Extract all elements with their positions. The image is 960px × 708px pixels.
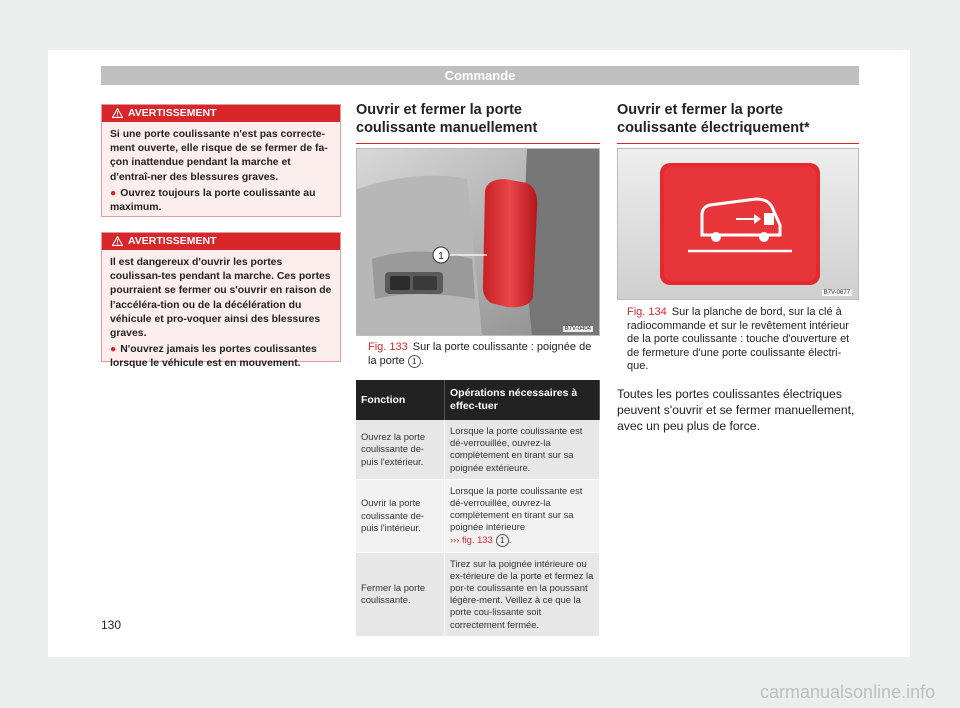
table-cell-function: Ouvrez la porte coulissante de-puis l'extérieur.	[356, 420, 445, 479]
door-handle-illustration	[357, 149, 599, 335]
table-header-function: Fonction	[356, 380, 445, 420]
operations-table	[356, 380, 600, 637]
warning-header	[102, 233, 340, 250]
bullet-icon: ●	[110, 187, 117, 199]
table-row	[356, 420, 600, 479]
warning-bullet: Ouvrez toujours la porte coulissante au maximum.	[110, 187, 316, 214]
table-cell-operation: Lorsque la porte coulissante est dé-verrouillée, ouvrez-la complètement en tirant sur sa poignée intérieure ››› fig. 133 1 .	[445, 479, 600, 552]
figure-link[interactable]: ››› fig. 133	[450, 533, 493, 545]
figure-code: B7V-0404	[564, 326, 591, 332]
table-cell-operation: Lorsque la porte coulissante est dé-verrouillée, ouvrez-la complètement en tirant sur sa poignée extérieure.	[445, 420, 600, 479]
figure-callout-1: 1	[438, 251, 444, 262]
warning-bullet: N'ouvrez jamais les portes coulissantes lorsque le véhicule est en mouvement.	[110, 344, 317, 370]
figure-number: Fig. 134	[627, 306, 667, 318]
warning-text: Si une porte coulissante n'est pas correcte-ment ouverte, elle risque de se fermer de fa-çon inattendue pendant la marche et d'entraî-ner des blessures graves.	[110, 129, 328, 183]
figure-sliding-door-button	[617, 148, 859, 300]
page-number: 130	[101, 618, 122, 632]
warning-box-2	[101, 232, 341, 370]
body-paragraph: Toutes les portes coulissantes électriques peuvent s'ouvrir et se fermer manuellement, avec un peu plus de force.	[617, 387, 855, 433]
table-cell-function: Ouvrir la porte coulissante de-puis l'intérieur.	[356, 479, 445, 552]
table-cell-operation: Tirez sur la poignée intérieure ou ex-térieure de la porte et fermez la por-te coulissante en la poussant légère-ment. Veillez à ce que la porte cou-lissante soit correctement fermée.	[445, 552, 600, 636]
warning-triangle-icon	[112, 236, 123, 246]
figure-caption-text: Sur la porte coulissante : poignée de la porte	[368, 341, 592, 367]
figure-code: B7V-0677	[823, 290, 850, 296]
table-row	[356, 552, 600, 636]
sliding-door-button-illustration	[618, 149, 858, 299]
warning-title: AVERTISSEMENT	[128, 235, 217, 247]
watermark: carmanualsonline.info	[760, 682, 936, 702]
warning-triangle-icon	[112, 108, 123, 118]
table-row	[356, 479, 600, 552]
bullet-icon: ●	[110, 344, 117, 356]
figure-caption-text: Sur la planche de bord, sur la clé à radiocommande et sur le revêtement intérieur de la porte coulissante : touche d'ouverture et de fermeture d'une porte coulissante électri-que.	[627, 306, 850, 372]
warning-header	[102, 105, 340, 122]
figure-door-handle	[356, 148, 600, 336]
warning-text: Il est dangereux d'ouvrir les portes coulissan-tes pendant la marche. Ces portes pourraient se fermer ou s'ouvrir en raison de l'accéléra-tion ou de la décélération du véhicule et pro-voquer ainsi des blessures graves.	[110, 257, 332, 340]
figure-caption-133: Fig. 133 Sur la porte coulissante : poignée de la porte 1 .	[368, 341, 592, 367]
figure-caption-134	[627, 306, 859, 374]
section-title-electric: Ouvrir et fermer la porte coulissante électriquement*	[617, 101, 859, 144]
section-title-manual: Ouvrir et fermer la porte coulissante manuellement	[356, 101, 600, 144]
warning-title: AVERTISSEMENT	[128, 107, 217, 119]
table-cell-function: Fermer la porte coulissante.	[356, 552, 445, 636]
table-header-operation: Opérations nécessaires à effec-tuer	[445, 380, 600, 420]
callout-ref: 1	[408, 355, 421, 368]
figure-number: Fig. 133	[368, 341, 408, 353]
callout-ref: 1	[496, 534, 509, 547]
chapter-header: Commande	[101, 66, 859, 85]
warning-box-1	[101, 104, 341, 217]
table-operation-text: Lorsque la porte coulissante est dé-verrouillée, ouvrez-la complètement en tirant sur sa poignée intérieure	[450, 484, 583, 533]
